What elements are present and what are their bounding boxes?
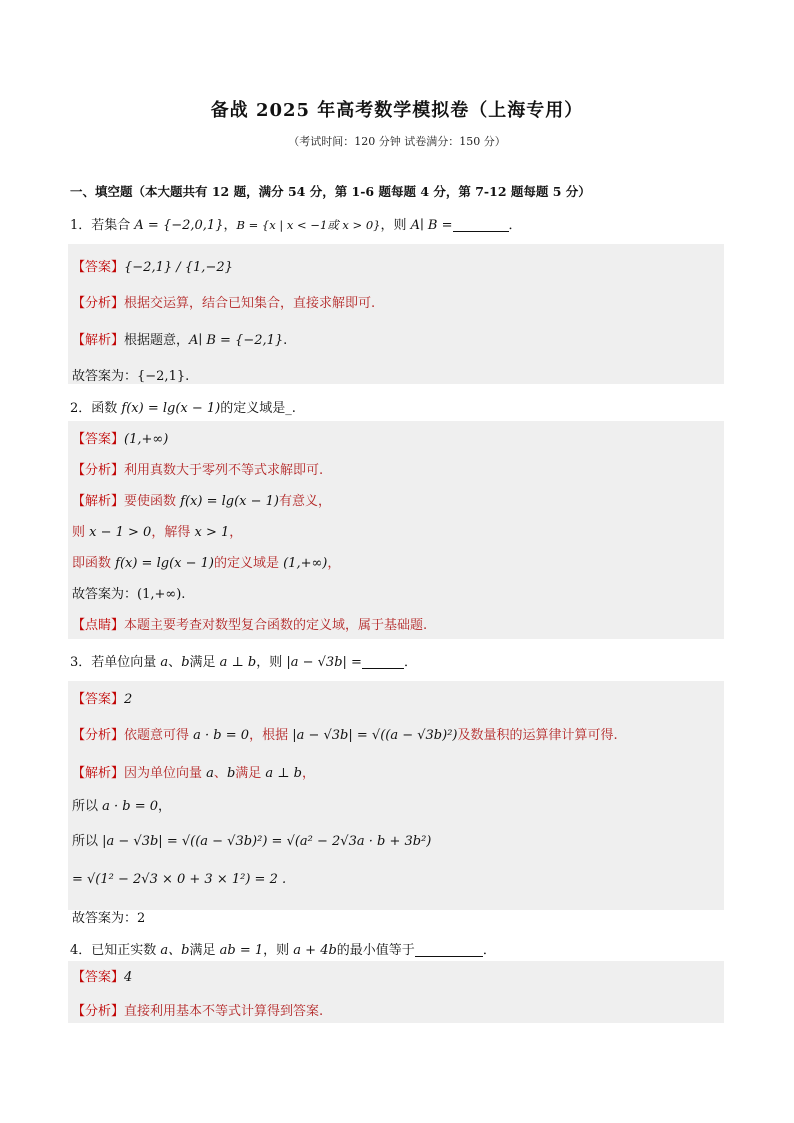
- answer-blank: [415, 942, 483, 957]
- q2-analysis: 【分析】利用真数大于零列不等式求解即可.: [72, 463, 324, 478]
- answer-blank: [362, 654, 404, 669]
- page-title: 备战 2025 年高考数学模拟卷（上海专用）: [210, 100, 584, 121]
- question-4: 4．已知正实数 a、b满足 ab = 1，则 a + 4b的最小值等于 ．: [70, 943, 496, 958]
- q3-solution-2: 所以 a · b = 0，: [72, 799, 172, 814]
- q1-analysis: 【分析】根据交运算，结合已知集合，直接求解即可.: [72, 296, 376, 311]
- q1-answer: 【答案】{−2,1} / {1,−2}: [72, 260, 233, 275]
- q3-final: 故答案为：2: [72, 911, 146, 926]
- q2-solution-1: 【解析】要使函数 f(x) = lg(x − 1)有意义，: [72, 494, 331, 509]
- intersection-expr: A∣ B =: [410, 218, 453, 233]
- q4-analysis: 【分析】直接利用基本不等式计算得到答案.: [72, 1004, 324, 1019]
- q3-answer: 【答案】2: [72, 692, 133, 707]
- question-1: 1．若集合 A = {−2,0,1}，B = {x | x < −1或 x > 0}，则 A∣ B = ．: [70, 218, 522, 233]
- q2-solution-3: 即函数 f(x) = lg(x − 1)的定义域是 (1,+∞)，: [72, 556, 341, 571]
- q1-final: 故答案为：{−2,1}.: [72, 369, 190, 384]
- q2-comment: 【点睛】本题主要考查对数型复合函数的定义域，属于基础题.: [72, 618, 428, 633]
- q2-solution-2: 则 x − 1 > 0，解得 x > 1，: [72, 525, 243, 540]
- q4-answer: 【答案】4: [72, 970, 133, 985]
- q3-solution-4: = √(1² − 2√3 × 0 + 3 × 1²) = 2 .: [72, 872, 287, 887]
- q3-solution-1: 【解析】因为单位向量 a、b满足 a ⊥ b，: [72, 766, 315, 781]
- page-subtitle: （考试时间：120 分钟 试卷满分：150 分）: [288, 135, 506, 148]
- q1-solution: 【解析】根据题意，A∣ B = {−2,1}.: [72, 333, 288, 348]
- q3-analysis: 【分析】依题意可得 a · b = 0，根据 |a − √3b| = √((a − √3b)²)及数量积的运算律计算可得.: [72, 728, 618, 743]
- set-a: A = {−2,0,1}: [134, 218, 224, 233]
- set-b: B = {x | x < −1或 x > 0}: [236, 218, 381, 232]
- answer-blank: [453, 217, 509, 232]
- question-2: 2．函数 f(x) = lg(x − 1)的定义域是_.: [70, 401, 296, 416]
- section-heading: 一、填空题（本大题共有 12 题，满分 54 分，第 1-6 题每题 4 分，第 7-12 题每题 5 分）: [70, 184, 591, 199]
- q2-final: 故答案为：(1,+∞).: [72, 587, 186, 602]
- question-3: 3．若单位向量 a、b满足 a ⊥ b，则 |a − √3b| = ．: [70, 655, 417, 670]
- q2-answer: 【答案】(1,+∞): [72, 432, 169, 447]
- q3-solution-3: 所以 |a − √3b| = √((a − √3b)²) = √(a² − 2√3a · b + 3b²): [72, 834, 432, 849]
